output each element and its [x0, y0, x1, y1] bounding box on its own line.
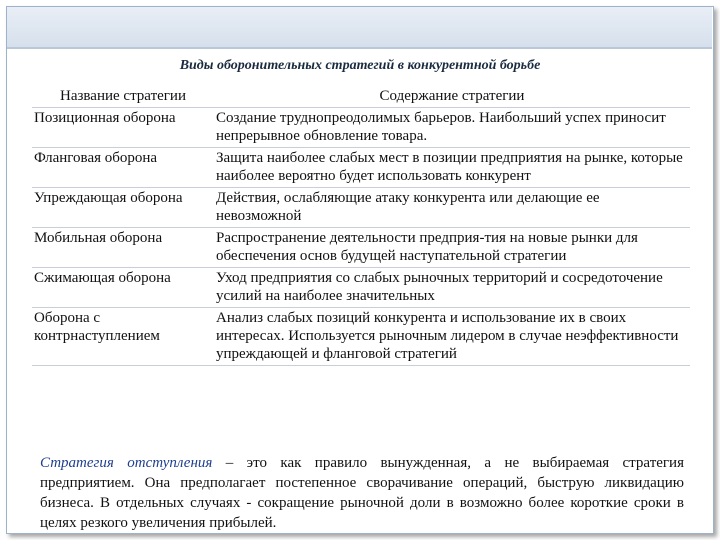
- slide-title: Виды оборонительных стратегий в конкурентной борьбе: [179, 58, 541, 73]
- slide-header-band: [7, 7, 712, 47]
- table-row: [32, 308, 690, 366]
- strategy-content: Создание труднопреодолимых барьеров. Наибольший успех приносит непрерывное обновление товара.: [214, 108, 690, 148]
- column-header-name: Название стратегии: [32, 86, 214, 108]
- table-row: [32, 228, 690, 268]
- strategy-content: Распространение деятельности предприя-тия на новые рынки для обеспечения основ будущей наступательной стратегии: [214, 228, 690, 268]
- retreat-strategy-paragraph: [40, 453, 684, 533]
- strategy-content: Уход предприятия со слабых рыночных территорий и сосредоточение усилий на наиболее значительных: [214, 268, 690, 308]
- strategy-name: Сжимающая оборона: [32, 268, 214, 308]
- strategy-content: Действия, ослабляющие атаку конкурента или делающие ее невозможной: [214, 188, 690, 228]
- strategy-name: Мобильная оборона: [32, 228, 214, 268]
- strategy-name: Позиционная оборона: [32, 108, 214, 148]
- retreat-strategy-term: Стратегия отступления: [40, 455, 213, 471]
- header-divider: [7, 47, 712, 49]
- strategy-content: Защита наиболее слабых мест в позиции предприятия на рынке, которые наиболее вероятно будет использовать конкурент: [214, 148, 690, 188]
- strategy-name: Оборона с контрнаступлением: [32, 308, 214, 366]
- strategy-content: Анализ слабых позиций конкурента и использование их в своих интересах. Используется рыночным лидером в случае неэффективности упреждающей и фланговой стратегий: [214, 308, 690, 366]
- table-header-row: [32, 86, 690, 108]
- table-row: [32, 148, 690, 188]
- table-row: [32, 268, 690, 308]
- table-row: [32, 188, 690, 228]
- table-row: [32, 108, 690, 148]
- strategies-table: [32, 86, 690, 366]
- column-header-content: Содержание стратегии: [214, 86, 690, 108]
- strategy-name: Фланговая оборона: [32, 148, 214, 188]
- strategy-name: Упреждающая оборона: [32, 188, 214, 228]
- retreat-strategy-text: – это как правило вынужденная, а не выбираемая стратегия предприятием. Она предполагает постепенное сворачивание операций, быструю ликвидацию бизнеса. В отдельных случаях - сокращение рыночной доли в возможно более короткие сроки в целях резкого увеличения прибылей.: [40, 455, 684, 531]
